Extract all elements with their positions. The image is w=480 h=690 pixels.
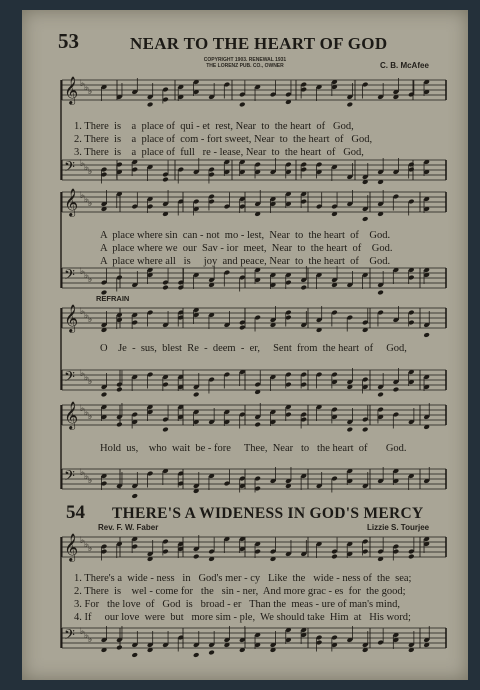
note-head (377, 392, 384, 398)
note-head (347, 102, 354, 108)
treble-clef: 𝄞 (64, 533, 79, 561)
note-head (239, 102, 246, 108)
note-head (193, 392, 200, 398)
note-head (208, 650, 215, 656)
flat-sign: ♭ (88, 199, 93, 209)
flat-sign: ♭ (80, 79, 85, 89)
note-head (393, 387, 400, 393)
lyric-line: A place where all is joy and peace, Near to the heart of God. (100, 256, 391, 267)
treble-clef: 𝄞 (64, 401, 79, 429)
copyright-line: COPYRIGHT 1903. RENEWAL 1931 (203, 57, 287, 63)
lyric-line: 1. There is a place of qui - et rest, Near to the heart of God, (74, 121, 354, 132)
hymn-54-number: 54 (66, 502, 85, 523)
note-head (162, 427, 169, 433)
lyric-line: A place where sin can - not mo - lest, Near to the heart of God. (100, 230, 391, 241)
flat-sign: ♭ (84, 311, 89, 321)
note-head (254, 422, 261, 428)
flat-sign: ♭ (88, 476, 93, 486)
flat-sign: ♭ (84, 271, 89, 281)
flat-sign: ♭ (88, 635, 93, 645)
treble-clef: 𝄞 (64, 76, 79, 104)
bass-clef: 𝄢 (64, 627, 75, 647)
publisher-line: THE LORENZ PUB. CO., OWNER (206, 63, 284, 69)
note-head (162, 285, 169, 291)
flat-sign: ♭ (84, 195, 89, 205)
hymn-53-title: NEAR TO THE HEART OF GOD (130, 34, 388, 53)
flat-sign: ♭ (88, 412, 93, 422)
flat-sign: ♭ (84, 408, 89, 418)
note-head (362, 216, 369, 222)
lyric-line: 3. There is a place of full re - lease, Near to the heart of God, (74, 147, 364, 158)
note-head (193, 652, 200, 658)
note-head (131, 652, 138, 658)
lyric-line: A place where we our Sav - ior meet, Near to the heart of God. (100, 243, 393, 254)
treble-clef: 𝄞 (64, 304, 79, 332)
flat-sign: ♭ (88, 377, 93, 387)
flat-sign: ♭ (84, 83, 89, 93)
lyric-line: 2. There is wel - come for the sin - ner, And more grac - es for the good; (74, 586, 406, 597)
hymn-54-author: Rev. F. W. Faber (98, 523, 159, 532)
hymn-54-title: THERE'S A WIDENESS IN GOD'S MERCY (112, 505, 424, 522)
bass-clef: 𝄢 (64, 468, 75, 488)
flat-sign: ♭ (80, 267, 85, 277)
flat-sign: ♭ (88, 167, 93, 177)
flat-sign: ♭ (80, 404, 85, 414)
flat-sign: ♭ (84, 540, 89, 550)
bass-clef: 𝄢 (64, 267, 75, 287)
flat-sign: ♭ (80, 627, 85, 637)
flat-sign: ♭ (80, 468, 85, 478)
note-head (147, 102, 154, 108)
note-head (101, 290, 108, 296)
note-head (162, 177, 169, 183)
note-head (116, 387, 123, 393)
note-head (408, 554, 415, 560)
treble-clef: 𝄞 (64, 188, 79, 216)
flat-sign: ♭ (80, 307, 85, 317)
note-head (116, 422, 123, 428)
note-head (423, 332, 430, 338)
note-head (331, 554, 338, 560)
bass-clef: 𝄢 (64, 369, 75, 389)
note-head (300, 285, 307, 291)
refrain-label: REFRAIN (96, 294, 130, 303)
flat-sign: ♭ (80, 369, 85, 379)
bass-clef: 𝄢 (64, 159, 75, 179)
note-head (101, 392, 108, 398)
note-head (116, 645, 123, 651)
flat-sign: ♭ (80, 536, 85, 546)
lyric-line: 1. There's a wide - ness in God's mer - cy Like the wide - ness of the sea; (74, 573, 412, 584)
lyric-line: Hold us, who wait be - fore Thee, Near to the heart of God. (100, 443, 407, 454)
lyric-line: O Je - sus, blest Re - deem - er, Sent from the heart of God, (100, 343, 407, 354)
flat-sign: ♭ (84, 472, 89, 482)
note-head (377, 290, 384, 296)
hymn-53-number: 53 (58, 29, 79, 53)
flat-sign: ♭ (88, 275, 93, 285)
lyric-line: 2. There is a place of com - fort sweet, Near to the heart of God, (74, 134, 373, 145)
flat-sign: ♭ (84, 373, 89, 383)
hymn-54-composer: Lizzie S. Tourjee (367, 523, 430, 532)
flat-sign: ♭ (84, 163, 89, 173)
note-head (347, 427, 354, 433)
flat-sign: ♭ (80, 191, 85, 201)
note-head (193, 554, 200, 560)
lyric-line: 3. For the love of God is broad - er Than the meas - ure of man's mind, (74, 599, 400, 610)
flat-sign: ♭ (88, 87, 93, 97)
flat-sign: ♭ (88, 544, 93, 554)
flat-sign: ♭ (88, 315, 93, 325)
hymn-53-author: C. B. McAfee (380, 61, 429, 70)
flat-sign: ♭ (80, 159, 85, 169)
flat-sign: ♭ (84, 631, 89, 641)
note-head (131, 493, 138, 499)
note-head (362, 427, 369, 433)
lyric-line: 4. If our love were but more sim - ple, We should take Him at His word; (74, 612, 411, 623)
